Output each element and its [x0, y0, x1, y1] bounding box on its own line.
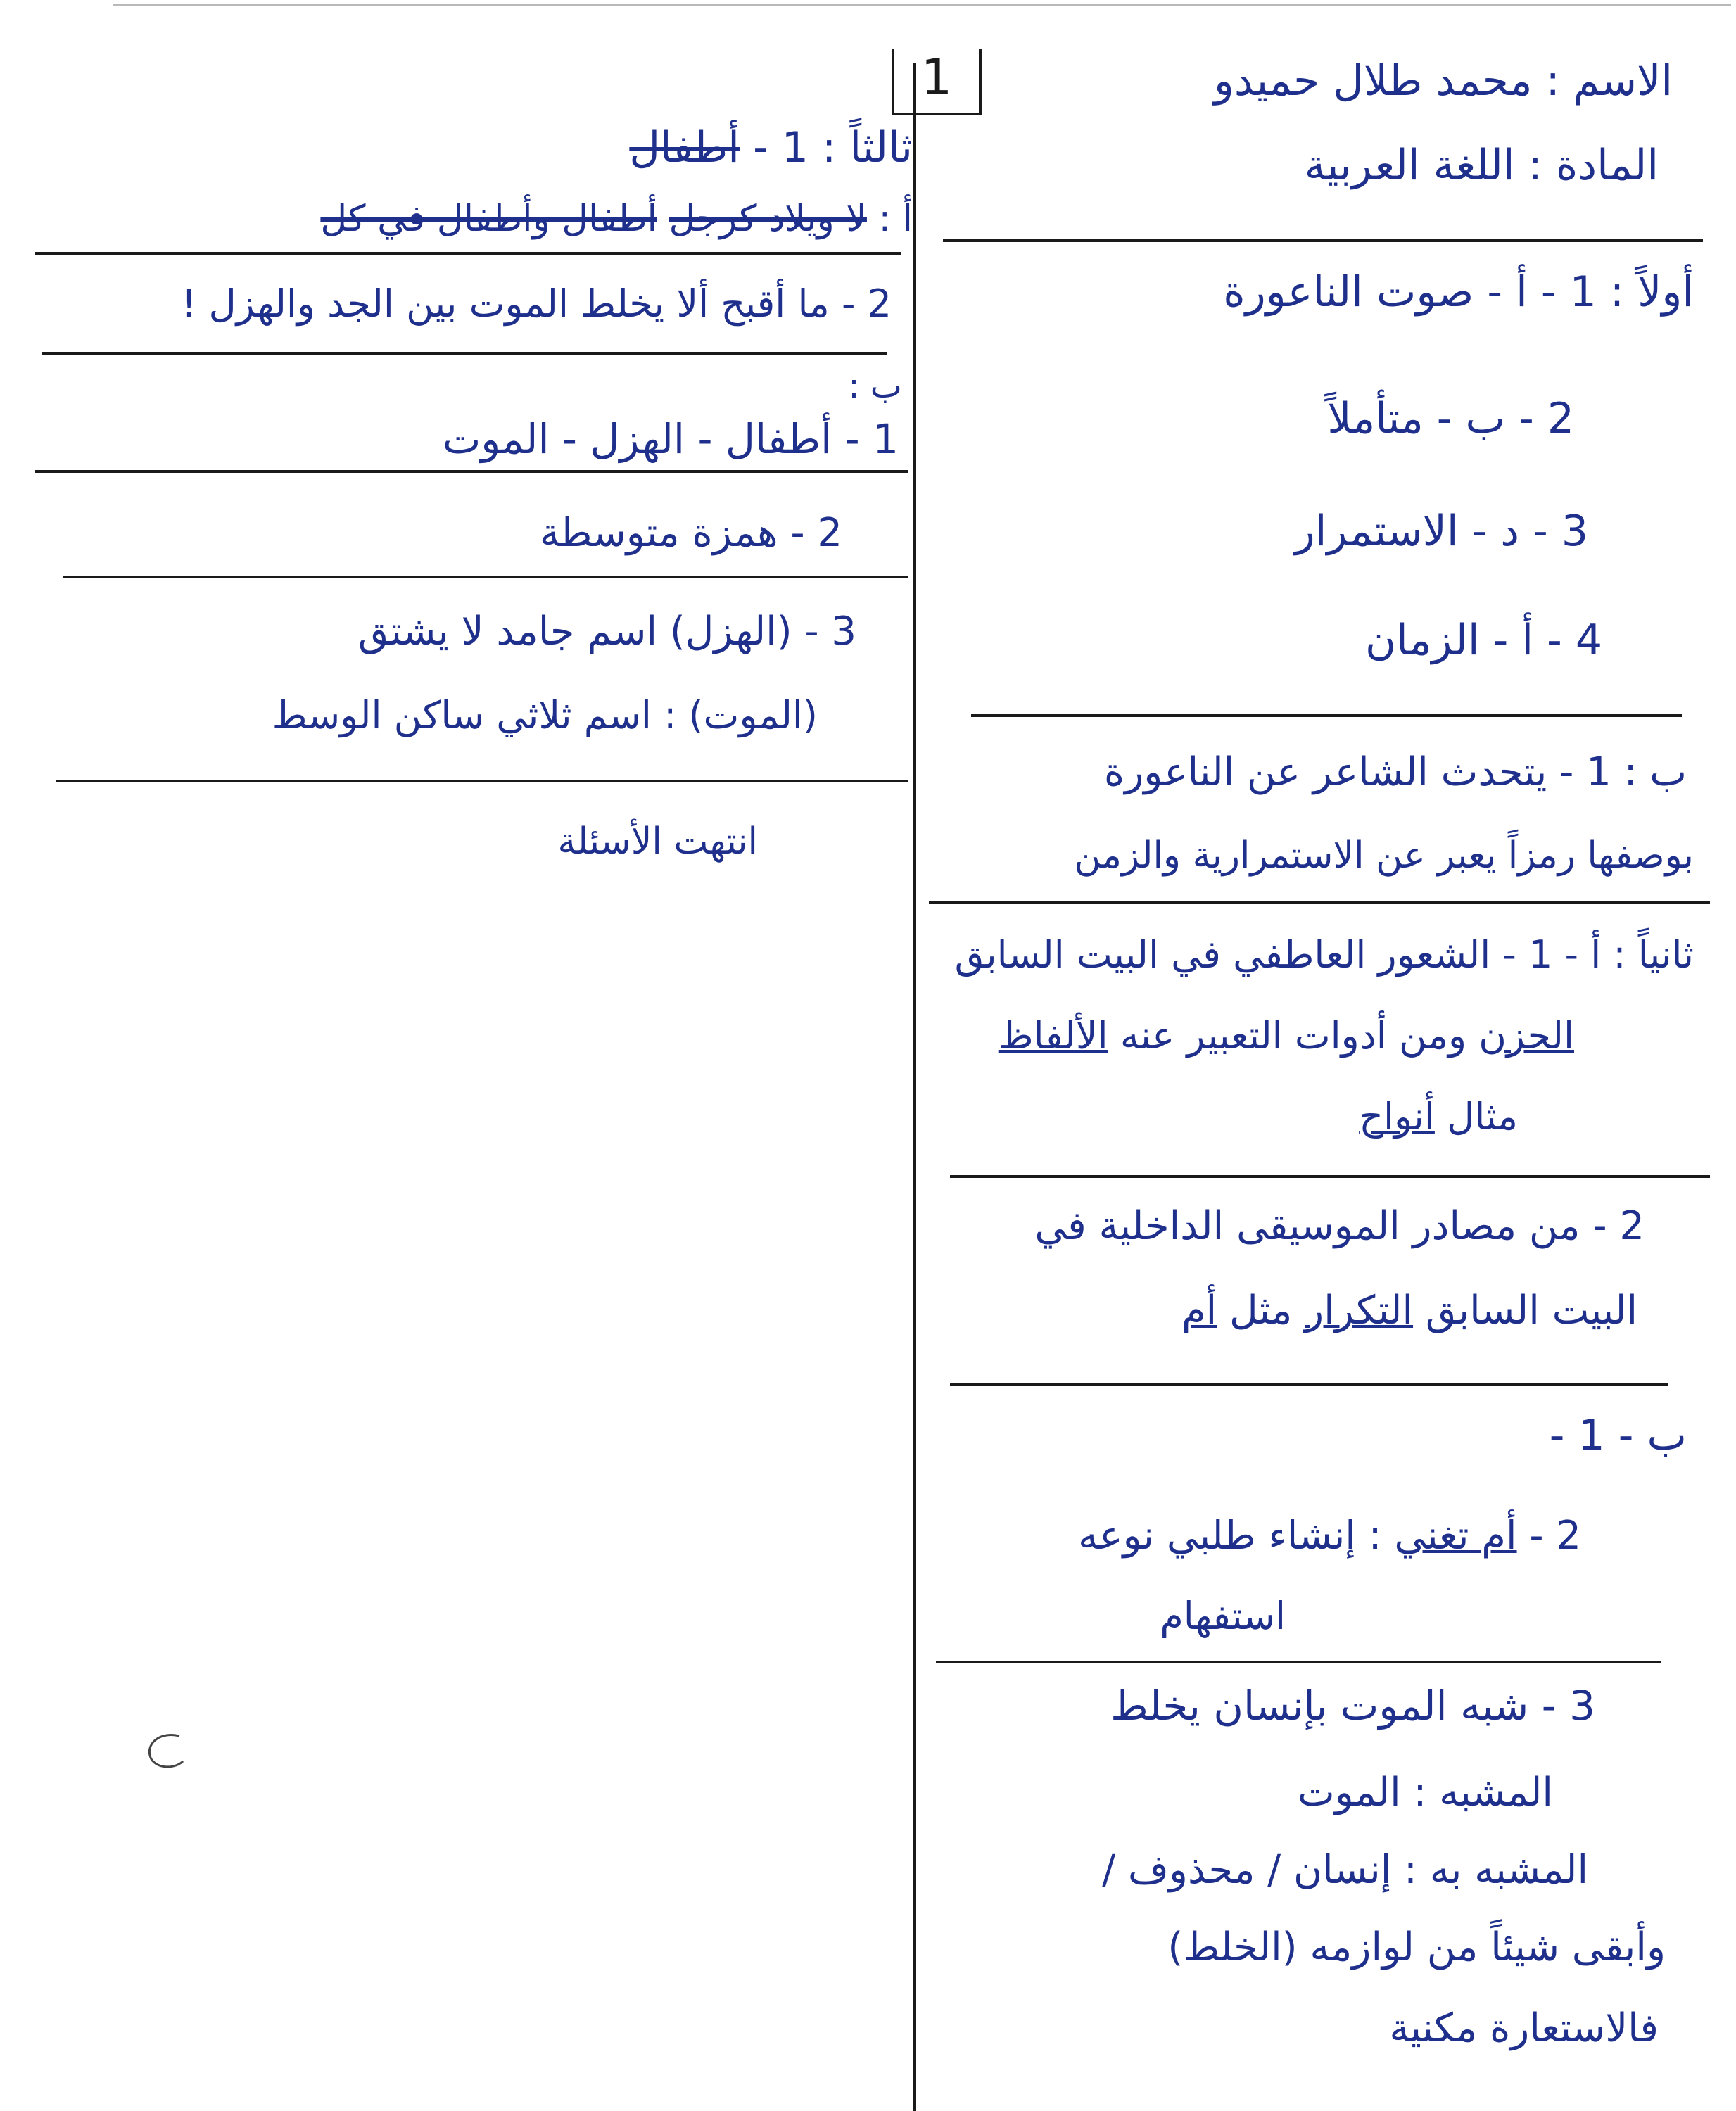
- expression-tool-answer: الألفاظ: [998, 1013, 1108, 1058]
- q3a-label: أ :: [866, 198, 913, 240]
- answer-q1b-line1: ب : 1 - يتحدث الشاعر عن الناعورة: [1103, 749, 1687, 795]
- divider-rule: [950, 1175, 1710, 1178]
- example-word: أنواح: [1359, 1094, 1435, 1139]
- answer-q2a1-line2: [998, 1013, 1574, 1058]
- divider-rule: [63, 576, 908, 578]
- answer-q2b2-line2: استفهام: [1160, 1594, 1286, 1638]
- answer-q3-2: 2 - ما أقبح ألا يخلط الموت بين الجد والهزل !: [181, 281, 892, 326]
- subject-name: المادة : اللغة العربية: [1304, 141, 1659, 190]
- divider-rule: [936, 1661, 1661, 1663]
- q3-label: ثالثاً : 1 -: [753, 123, 913, 172]
- answer-q3b-2: 2 - همزة متوسطة: [539, 510, 842, 556]
- pen-mark-doodle: [137, 1728, 194, 1777]
- emotion-connector: ومن أدوات التعبير عنه: [1108, 1013, 1479, 1058]
- divider-rule: [35, 470, 908, 473]
- answer-q3-crossed-line: [320, 198, 913, 240]
- answer-q3b-1: 1 - أطفال - الهزل - الموت: [442, 415, 899, 463]
- answer-q1-3: 3 - د - الاستمرار: [1294, 507, 1588, 556]
- page-number: 1: [920, 49, 953, 106]
- answer-q2b3-line5: فالاستعارة مكنية: [1389, 2005, 1659, 2051]
- student-name: الاسم : محمد طلال حميدو: [1213, 56, 1673, 106]
- answer-q1b-line2: بوصفها رمزاً يعبر عن الاستمرارية والزمن: [1074, 835, 1694, 877]
- answer-q2b3-line3: المشبه به : إنسان / محذوف /: [1102, 1847, 1588, 1893]
- q3b-label: ب :: [848, 367, 902, 406]
- music-source-mid: مثل: [1217, 1288, 1305, 1333]
- style-prefix: 2 -: [1516, 1513, 1581, 1559]
- music-source-prefix: البيت السابق: [1413, 1288, 1637, 1333]
- answer-q1-2: 2 - ب - متأملاً: [1327, 394, 1574, 443]
- example-label: مثال: [1434, 1094, 1518, 1139]
- answer-q3b-3-line2: (الموت) : اسم ثلاثي ساكن الوسط: [272, 693, 818, 737]
- divider-rule: [56, 780, 908, 782]
- divider-rule: [42, 352, 887, 355]
- answer-q2b3-line2: المشبه : الموت: [1298, 1770, 1553, 1815]
- column-divider: [913, 63, 916, 2111]
- answer-q3-heading: [629, 123, 913, 172]
- divider-rule: [943, 239, 1703, 242]
- crossed-out-word: أطفال: [629, 123, 740, 172]
- divider-rule: [35, 252, 901, 255]
- music-source-answer: التكرار: [1305, 1288, 1414, 1333]
- answer-q3b-3-line1: 3 - (الهزل) اسم جامد لا يشتق: [357, 609, 856, 654]
- answer-q2a2-line2: [1181, 1288, 1637, 1333]
- answer-q2a1-line1: ثانياً : أ - 1 - الشعور العاطفي في البيت السابق: [954, 932, 1694, 977]
- style-type: : إنشاء طلبي نوعه: [1078, 1513, 1395, 1559]
- divider-rule: [929, 901, 1710, 904]
- crossed-out-phrase: لا ويلاد كرجل: [669, 198, 867, 240]
- divider-rule: [971, 714, 1682, 717]
- answer-q2b3-line1: 3 - شبه الموت بإنسان يخلط: [1110, 1682, 1595, 1730]
- crossed-out-phrase-2: أطفال وأطفال في كل: [320, 198, 657, 240]
- answer-q2b2-line1: [1078, 1513, 1581, 1559]
- answer-q1-4: 4 - أ - الزمان: [1365, 616, 1602, 665]
- paper-top-edge: [113, 4, 1731, 6]
- end-of-questions-note: انتهت الأسئلة: [557, 820, 758, 863]
- style-phrase: أم تغني: [1394, 1513, 1517, 1559]
- answer-q2a1-line3: [1359, 1094, 1518, 1139]
- music-source-example: أم: [1181, 1288, 1217, 1333]
- emotion-answer: الحزن: [1478, 1013, 1574, 1058]
- answer-q2b1: ب - 1 -: [1549, 1411, 1687, 1460]
- divider-rule: [950, 1383, 1668, 1386]
- answer-q1-1: أولاً : 1 - أ - صوت الناعورة: [1223, 267, 1694, 317]
- answer-q2b3-line4: وأبقى شيئاً من لوازمه (الخلط): [1167, 1925, 1666, 1970]
- page-number-box: [892, 49, 982, 115]
- answer-q2a2-line1: 2 - من مصادر الموسيقى الداخلية في: [1034, 1203, 1645, 1249]
